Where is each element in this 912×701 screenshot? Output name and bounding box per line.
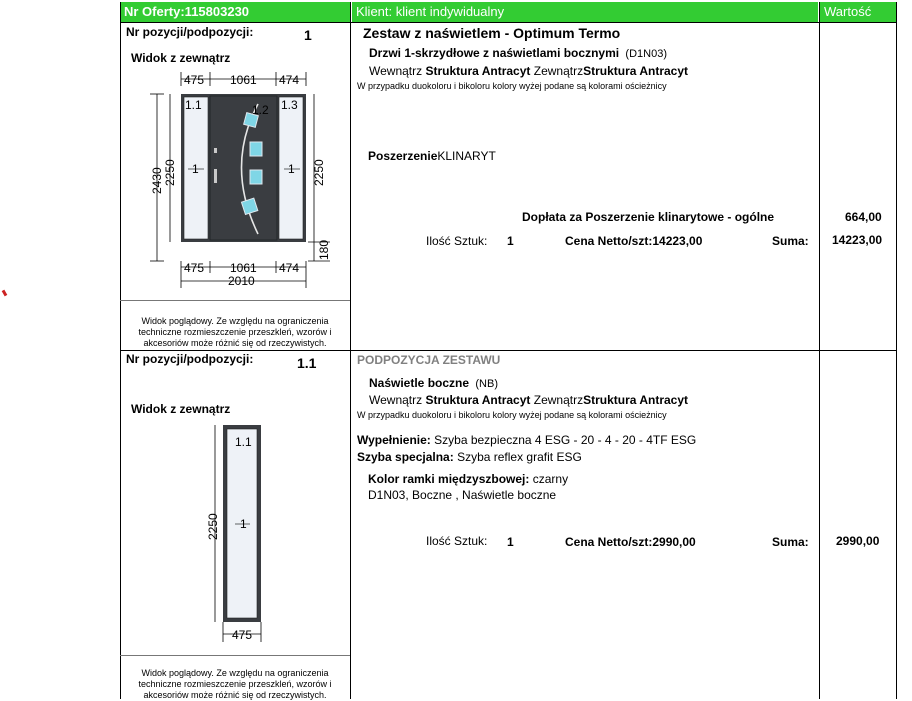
surcharge-label: Dopłata za Poszerzenie klinarytowe - ogólne	[522, 210, 775, 224]
sum-label: Suma:	[772, 234, 809, 248]
value-column-header: Wartość	[820, 2, 896, 22]
dim-width: 475	[232, 628, 253, 642]
extension-value: KLINARYT	[437, 149, 496, 163]
net-price: Cena Netto/szt:14223,00	[565, 234, 703, 248]
extension-label: Poszerzenie	[368, 149, 438, 163]
glass-mark-right: 1	[288, 162, 295, 176]
net-price: Cena Netto/szt:2990,00	[565, 535, 696, 549]
color-note: W przypadku duokoloru i bikoloru kolory wyżej podane są kolorami ościeżnicy	[357, 81, 667, 91]
special-glass-label: Szyba specjalna:	[357, 450, 454, 464]
preview-note: Widok poglądowy. Ze względu na ograniczenia techniczne rozmieszczenie przeszkleń, wzorów i akcesoriów może różnić się od rzeczywistych.	[138, 668, 332, 700]
filling-value: Szyba bezpieczna 4 ESG - 20 - 4 - 20 - 4TF ESG	[434, 433, 697, 447]
dim-height: 2250	[206, 513, 220, 540]
inside-label: Wewnątrz	[369, 393, 423, 407]
sum-value: 14223,00	[832, 233, 883, 247]
dim-left-height: 2250	[163, 159, 177, 186]
position-number-label: Nr pozycji/podpozycji:	[126, 352, 254, 366]
position-number-value: 1	[304, 27, 312, 43]
frame-color-label: Kolor ramki międzyszbowej:	[368, 472, 530, 486]
subposition-title: PODPOZYCJA ZESTAWU	[357, 353, 501, 367]
frame-color-value: czarny	[532, 472, 569, 486]
dim-threshold: 180	[317, 239, 331, 260]
inside-color: Struktura Antracyt	[425, 393, 531, 407]
quantity-label: Ilość Sztuk:	[426, 234, 488, 248]
dim-bottom-right: 474	[279, 261, 300, 275]
product-name: Naświetle boczne	[369, 376, 470, 390]
sum-value: 2990,00	[836, 534, 880, 548]
quantity-value: 1	[507, 535, 514, 549]
panel-label-right: 1.3	[281, 98, 298, 112]
grid-line	[120, 22, 897, 23]
panel-label-center: 1.2	[252, 103, 269, 117]
inside-color: Struktura Antracyt	[425, 64, 531, 78]
set-title: Zestaw z naświetlem - Optimum Termo	[363, 25, 621, 41]
preview-note-divider	[120, 300, 350, 301]
product-line	[369, 376, 498, 390]
filling-line	[357, 433, 696, 447]
dim-top-left: 475	[184, 73, 205, 87]
color-note: W przypadku duokoloru i bikoloru kolory wyżej podane są kolorami ościeżnicy	[357, 410, 667, 420]
dim-top-center: 1061	[230, 73, 257, 87]
dim-bottom-left: 475	[184, 261, 205, 275]
outside-color: Struktura Antracyt	[583, 393, 689, 407]
dim-right-height: 2250	[312, 159, 326, 186]
dim-total-width: 2010	[228, 274, 255, 288]
color-line	[369, 393, 688, 407]
preview-note: Widok poglądowy. Ze względu na ograniczenia techniczne rozmieszczenie przeszkleń, wzorów i akcesoriów może różnić się od rzeczywistych.	[138, 316, 332, 348]
client-label: Klient: klient indywidualny	[352, 2, 818, 22]
offer-number: Nr Oferty:115803230	[120, 2, 350, 22]
sidelight-drawing	[200, 420, 280, 648]
dim-bottom-center: 1061	[230, 261, 257, 275]
dim-total-height: 2430	[150, 167, 164, 194]
outside-label: Zewnątrz	[533, 393, 584, 407]
surcharge-value: 664,00	[845, 210, 882, 224]
quantity-value: 1	[507, 234, 514, 248]
quantity-label: Ilość Sztuk:	[426, 534, 488, 548]
filling-label: Wypełnienie:	[357, 433, 431, 447]
sum-label: Suma:	[772, 535, 809, 549]
panel-label: 1.1	[235, 435, 252, 449]
codes-line: D1N03, Boczne , Naświetle boczne	[368, 488, 557, 502]
position-number-value: 1.1	[297, 355, 317, 371]
position-number-label: Nr pozycji/podpozycji:	[126, 25, 254, 39]
glass-mark-left: 1	[192, 162, 199, 176]
color-line	[369, 64, 688, 78]
door-drawing	[140, 66, 340, 291]
extension-line	[368, 149, 496, 163]
product-line	[369, 46, 667, 60]
product-code: (NB)	[475, 378, 498, 390]
outside-label: Zewnątrz	[533, 64, 584, 78]
outside-color: Struktura Antracyt	[583, 64, 689, 78]
dim-top-right: 474	[279, 73, 300, 87]
grid-line	[120, 350, 897, 351]
panel-label-left: 1.1	[185, 98, 202, 112]
view-label: Widok z zewnątrz	[131, 51, 231, 65]
special-glass-line	[357, 450, 582, 464]
glass-mark: 1	[240, 517, 247, 531]
stray-mark	[2, 290, 8, 297]
view-label: Widok z zewnątrz	[131, 402, 231, 416]
inside-label: Wewnątrz	[369, 64, 423, 78]
product-name: Drzwi 1-skrzydłowe z naświetlami bocznymi	[369, 46, 620, 60]
product-code: (D1N03)	[625, 48, 667, 60]
special-glass-value: Szyba reflex grafit ESG	[457, 450, 582, 464]
preview-note-divider	[120, 655, 350, 656]
frame-color-line	[368, 472, 568, 486]
